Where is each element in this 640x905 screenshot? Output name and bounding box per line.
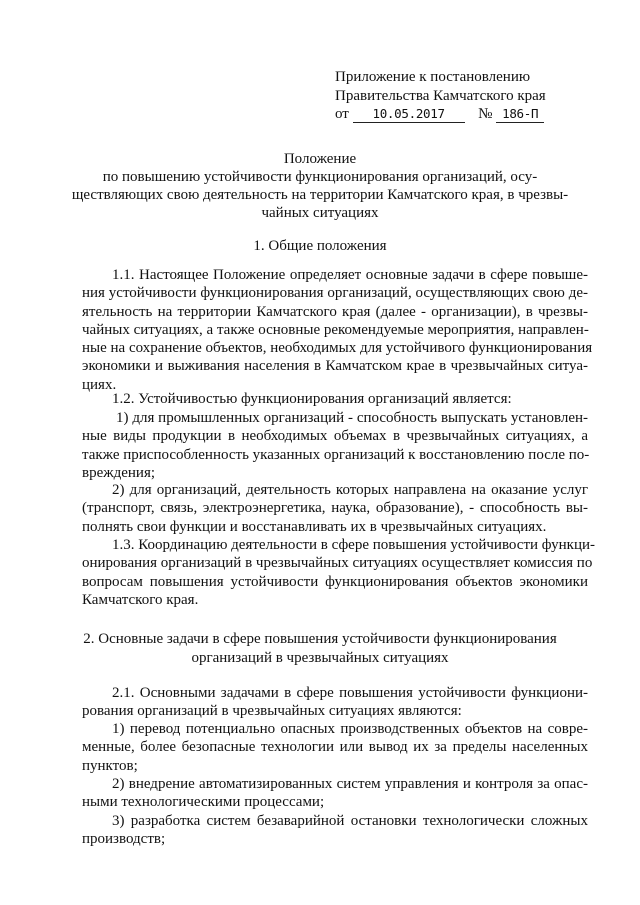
text-line: 2) внедрение автоматизированных систем управления и контроля за опас-	[112, 776, 588, 792]
text-line: (транспорт, связь, электроэнергетика, наука, образование), - способность вы-	[82, 500, 588, 517]
resolution-number: 186-П	[496, 106, 544, 123]
paragraph-2-1-item-3	[82, 812, 588, 849]
section-2-heading	[0, 630, 640, 667]
text-line: также приспособленность указанных организаций к восстановлению после по-	[82, 446, 590, 463]
paragraph-1-1	[82, 266, 593, 394]
title-line-2: по повышению устойчивости функционирования организаций, осу-	[102, 169, 538, 185]
text-line: чайных ситуациях, а также основные рекомендуемые мероприятия, направлен-	[82, 321, 589, 338]
text-line: 1) перевод потенциально опасных производственных объектов на совре-	[112, 721, 588, 737]
paragraph-2-1-item-1	[82, 720, 588, 775]
resolution-date: 10.05.2017	[353, 106, 465, 123]
paragraph-1-2	[82, 390, 588, 408]
from-label: от	[335, 106, 349, 122]
text-line: полнять свои функции и восстанавливать их в чрезвычайных ситуациях.	[82, 518, 547, 535]
text-line: ные виды продукции в необходимых объемах в чрезвычайных ситуациях, а	[82, 428, 588, 445]
text-line: вреждения;	[82, 464, 156, 481]
title-line-1: Положение	[283, 151, 357, 167]
text-line: рования организаций в чрезвычайных ситуациях являются:	[82, 703, 462, 720]
text-line: ния устойчивости функционирования организаций, осуществляющих свою де-	[82, 285, 588, 302]
text-line: 3) разработка систем безаварийной остановки технологически сложных	[112, 813, 588, 829]
paragraph-2-1	[82, 684, 588, 721]
text-line: циях.	[82, 376, 117, 393]
text-line: 1.3. Координацию деятельности в сфере повышения устойчивости функци-	[112, 537, 596, 553]
paragraph-2-1-item-2	[82, 775, 588, 812]
number-label: №	[478, 106, 493, 122]
section-2-heading-line-2: организаций в чрезвычайных ситуациях	[191, 649, 449, 666]
attachment-header	[335, 68, 546, 124]
text-line: ными технологическими процессами;	[82, 794, 325, 811]
text-line: 1.1. Настоящее Положение определяет основные задачи в сфере повыше-	[112, 267, 588, 283]
text-line: ные на сохранение объектов, необходимых для устойчивого функционирования	[82, 340, 593, 357]
text-line: производств;	[82, 831, 166, 848]
text-line: 2.1. Основными задачами в сфере повышения устойчивости функциони-	[112, 685, 588, 701]
text-line: ятельность на территории Камчатского края (далее - организации), в чрезвы-	[82, 303, 588, 320]
paragraph-1-3	[82, 536, 596, 609]
document-title	[60, 150, 580, 222]
title-line-3: ществляющих свою деятельность на территории Камчатского края, в чрезвы-	[71, 187, 569, 203]
text-line: 1.2. Устойчивостью функционирования организаций является:	[112, 391, 512, 407]
header-line-1: Приложение к постановлению	[335, 69, 531, 85]
paragraph-1-2-item-2	[82, 481, 588, 536]
header-date-line	[335, 105, 546, 124]
text-line: экономики и выживания населения в Камчатском крае в чрезвычайных ситуа-	[82, 358, 588, 375]
section-2-heading-line-1: 2. Основные задачи в сфере повышения устойчивости функционирования	[83, 631, 557, 647]
text-line: менные, более безопасные технологии или вывод их за пределы населенных	[82, 739, 588, 756]
section-1-heading: 1. Общие положения	[253, 238, 387, 254]
text-line: Камчатского края.	[82, 591, 199, 608]
text-line: пунктов;	[82, 757, 138, 774]
title-line-4: чайных ситуациях	[261, 205, 379, 221]
text-line: вопросам повышения устойчивости функционирования объектов экономики	[82, 573, 588, 590]
text-line: 2) для организаций, деятельность которых направлена на оказание услуг	[112, 482, 588, 498]
text-line: онирования организаций в чрезвычайных ситуациях осуществляет комиссия по	[82, 555, 593, 572]
paragraph-1-2-item-1	[82, 409, 588, 482]
text-line: 1) для промышленных организаций - способность выпускать установлен-	[116, 410, 588, 426]
header-line-2: Правительства Камчатского края	[335, 87, 546, 104]
